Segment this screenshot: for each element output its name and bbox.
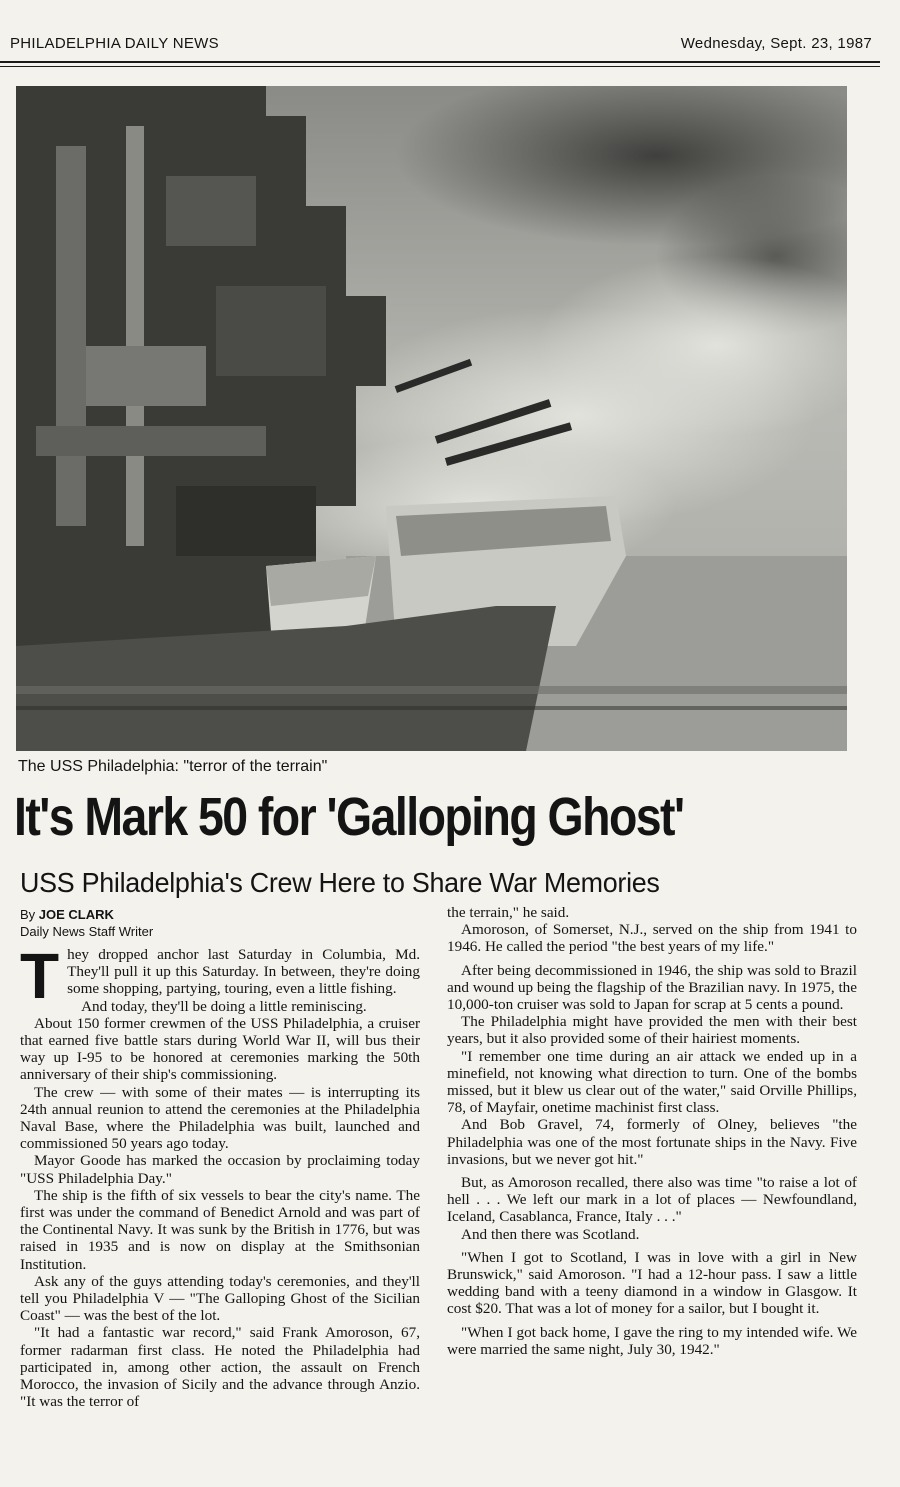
article-paragraph: And Bob Gravel, 74, formerly of Olney, believes "the Philadelphia was one of the most fortunate ships in the Navy. Five invasions, but we never got hit.": [447, 1116, 857, 1168]
byline: [20, 906, 420, 923]
article-paragraph: And today, they'll be doing a little reminiscing.: [81, 997, 367, 1015]
drop-cap: T: [20, 940, 60, 1012]
photo-caption: The USS Philadelphia: "terror of the terrain": [18, 758, 328, 775]
author-role: Daily News Staff Writer: [20, 924, 154, 939]
article-paragraph: About 150 former crewmen of the USS Philadelphia, a cruiser that earned five battle stars during World War II, will bus their way up I-95 to be honored at ceremonies marking the 50th anniversary of their ship's commissioning.: [20, 1014, 420, 1084]
article-paragraph: Ask any of the guys attending today's ceremonies, and they'll tell you Philadelphia V — "The Galloping Ghost of the Sicilian Coast" — was the best of the lot.: [20, 1272, 420, 1325]
masthead: [10, 35, 872, 57]
article-paragraph: The ship is the fifth of six vessels to bear the city's name. The first was under the command of Benedict Arnold and was part of the Continental Navy. It was sunk by the British in 1776, but was raised in 1935 and is now on display at the Smithsonian Institution.: [20, 1186, 420, 1273]
article-column-right: [447, 904, 857, 1358]
masthead-rule-thin: [0, 66, 880, 67]
headline: It's Mark 50 for 'Galloping Ghost': [14, 787, 684, 847]
article-paragraph: T hey dropped anchor last Saturday in Columbia, Md. They'll pull it up this Saturday. In between, they're doing some shopping, partying, touring, even a little fishing.: [20, 940, 420, 1012]
article-paragraph: Mayor Goode has marked the occasion by proclaiming today "USS Philadelphia Day.": [20, 1152, 420, 1187]
subheadline: USS Philadelphia's Crew Here to Share War Memories: [20, 867, 660, 898]
ship-photo: [16, 86, 847, 751]
article-paragraph: "I remember one time during an air attack we ended up in a minefield, not knowing what direction to turn. One of the bombs missed, but it blew us clear out of the water," said Orville Phillips, 78, of Mayfair, onetime machinist first class.: [447, 1047, 857, 1117]
article-paragraph: After being decommissioned in 1946, the ship was sold to Brazil and wound up being the flagship of the Brazilian navy. In 1975, the 10,000-ton cruiser was sold to Japan for scrap at 5 cents a pound.: [447, 961, 857, 1014]
article-paragraph: "When I got to Scotland, I was in love with a girl in New Brunswick," said Amoroson. "I had a 12-hour pass. I saw a little wedding band with a teeny diamond in a window in Glasgow. It cost $20. That was a lot of money for a sailor, but I bought it.: [447, 1248, 857, 1318]
article-paragraph: "When I got back home, I gave the ring to my intended wife. We were married the same night, July 30, 1942.": [447, 1323, 857, 1358]
article-paragraph: But, as Amoroson recalled, there also was time "to raise a lot of hell . . . We left our mark in a lot of places — Newfoundland, Iceland, Casablanca, France, Italy . . .": [447, 1174, 857, 1226]
newspaper-name: PHILADELPHIA DAILY NEWS: [10, 35, 219, 52]
article-paragraph: The Philadelphia might have provided the men with their best years, but it also provided some of their hairiest moments.: [447, 1013, 857, 1048]
masthead-rule: [0, 61, 880, 63]
article-paragraph: And then there was Scotland.: [461, 1225, 640, 1243]
article-paragraph: Amoroson, of Somerset, N.J., served on the ship from 1941 to 1946. He called the period "the best years of my life.": [447, 921, 857, 956]
issue-date: Wednesday, Sept. 23, 1987: [680, 35, 872, 52]
article-column-left: [20, 906, 420, 1410]
article-paragraph: the terrain," he said.: [447, 904, 570, 921]
ship-photo-illustration: [16, 86, 847, 751]
author-name: JOE CLARK: [38, 907, 114, 922]
byline-prefix: By: [20, 907, 36, 922]
article-paragraph: "It had a fantastic war record," said Frank Amoroson, 67, former radarman first class. He noted the Philadelphia had participated in, among other action, the assault on French Morocco, the invasion of Sicily and the advance through Anzio. "It was the terror of: [20, 1324, 420, 1411]
article-paragraph: The crew — with some of their mates — is interrupting its 24th annual reunion to attend the ceremonies at the Philadelphia Naval Base, where the Philadelphia was built, launched and commissioned 50 years ago today.: [20, 1083, 420, 1153]
